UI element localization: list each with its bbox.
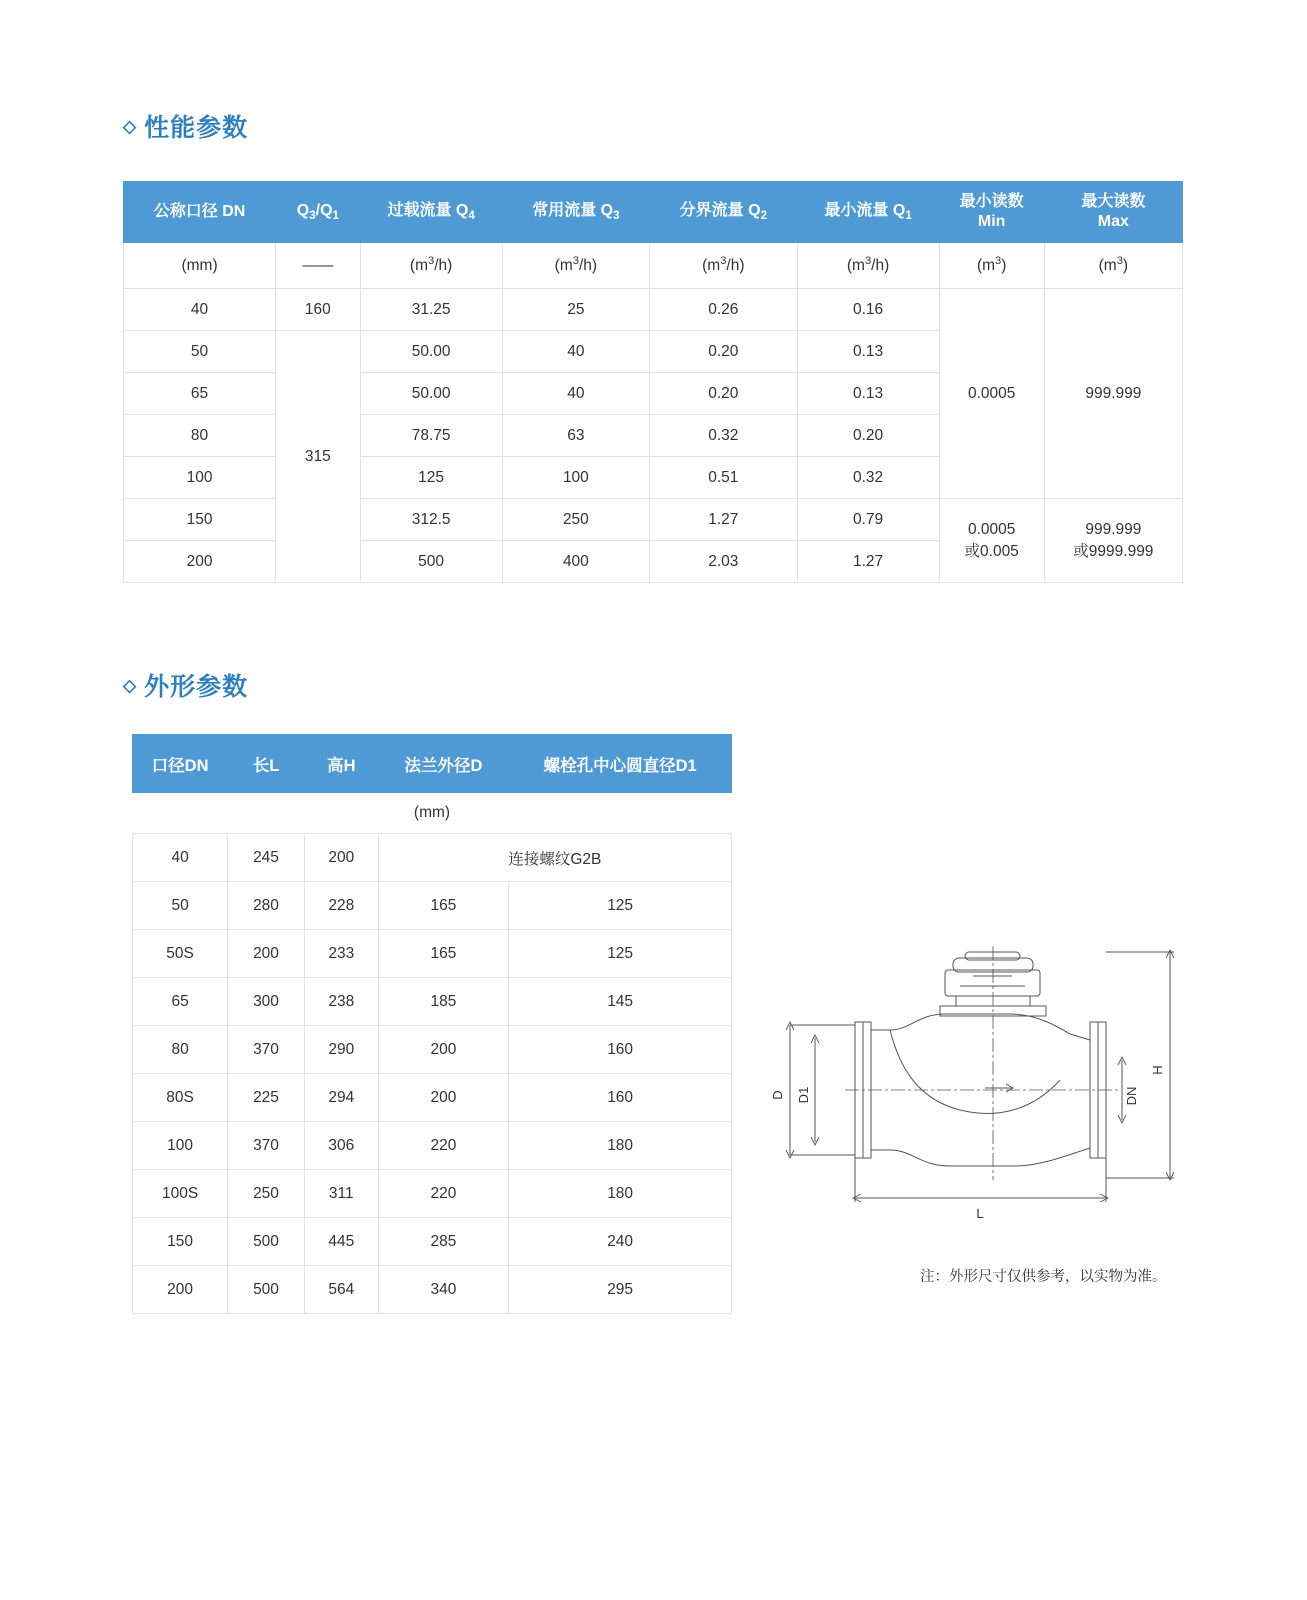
cell-q3: 40 <box>502 373 649 415</box>
cell-dn: 100 <box>133 1122 228 1170</box>
cell-max-reading-upper: 999.999 <box>1044 289 1182 499</box>
unit-q4: $(m^3/h)$ <box>360 243 502 289</box>
cell-bolt-circle-diameter: 160 <box>509 1074 732 1122</box>
col-header-q3: 常用流量 $Q_3$ <box>502 182 649 243</box>
table-row <box>133 834 732 882</box>
cell-q3: 400 <box>502 541 649 583</box>
table-row <box>133 978 732 1026</box>
cell-flange-diameter: 285 <box>378 1218 509 1266</box>
cell-bolt-circle-diameter: 145 <box>509 978 732 1026</box>
cell-ratio-315: 315 <box>276 331 360 583</box>
cell-length: 300 <box>228 978 305 1026</box>
cell-height: 311 <box>304 1170 378 1218</box>
cell-flange-diameter: 200 <box>378 1074 509 1122</box>
dimension-table-head <box>133 735 732 793</box>
section-heading-dimensions <box>123 667 248 703</box>
col-header-q1: 最小流量 $Q_1$ <box>797 182 939 243</box>
cell-q2: 2.03 <box>650 541 797 583</box>
cell-dn: 200 <box>124 541 276 583</box>
performance-table-body <box>124 243 1183 583</box>
cell-flange-diameter: 220 <box>378 1122 509 1170</box>
table-row <box>133 1170 732 1218</box>
cell-height: 238 <box>304 978 378 1026</box>
cell-thread-note: 连接螺纹G2B <box>378 834 731 882</box>
table-row <box>133 930 732 978</box>
table-row <box>133 1026 732 1074</box>
table-row <box>133 1266 732 1314</box>
col-header-flange-diameter: 法兰外径D <box>378 735 509 793</box>
section-title-text: 外形参数 <box>144 673 249 701</box>
cell-q4: 500 <box>360 541 502 583</box>
table-row <box>133 882 732 930</box>
cell-length: 370 <box>228 1122 305 1170</box>
cell-q3: 25 <box>502 289 649 331</box>
water-meter-technical-drawing <box>760 930 1200 1230</box>
col-header-max-reading: 最大读数 Max <box>1044 182 1182 243</box>
cell-bolt-circle-diameter: 160 <box>509 1026 732 1074</box>
cell-dn: 150 <box>124 499 276 541</box>
dimension-parameters-table <box>132 734 732 1314</box>
cell-dn: 40 <box>124 289 276 331</box>
cell-length: 245 <box>228 834 305 882</box>
cell-q2: 0.32 <box>650 415 797 457</box>
col-header-dn: 口径DN <box>133 735 228 793</box>
dimension-unit-row <box>133 793 732 834</box>
cell-height: 294 <box>304 1074 378 1122</box>
cell-min-reading-lower: 0.0005 或0.005 <box>939 499 1044 583</box>
cell-bolt-circle-diameter: 125 <box>509 930 732 978</box>
cell-flange-diameter: 165 <box>378 882 509 930</box>
cell-bolt-circle-diameter: 180 <box>509 1122 732 1170</box>
cell-q1: 0.16 <box>797 289 939 331</box>
cell-q3: 40 <box>502 331 649 373</box>
cell-height: 228 <box>304 882 378 930</box>
cell-height: 445 <box>304 1218 378 1266</box>
cell-max-reading-lower: 999.999 或9999.999 <box>1044 499 1182 583</box>
cell-dn: 100 <box>124 457 276 499</box>
cell-q4: 312.5 <box>360 499 502 541</box>
cell-height: 290 <box>304 1026 378 1074</box>
col-header-q4: 过载流量 $Q_4$ <box>360 182 502 243</box>
cell-dn: 50 <box>133 882 228 930</box>
cell-ratio-160: 160 <box>276 289 360 331</box>
cell-length: 280 <box>228 882 305 930</box>
cell-dn: 80 <box>124 415 276 457</box>
unit-q2: $(m^3/h)$ <box>650 243 797 289</box>
table-row <box>133 1122 732 1170</box>
cell-bolt-circle-diameter: 125 <box>509 882 732 930</box>
col-header-q3q1: $Q_3/Q_1$ <box>276 182 360 243</box>
col-header-length: 长L <box>228 735 305 793</box>
cell-q1: 0.20 <box>797 415 939 457</box>
cell-height: 233 <box>304 930 378 978</box>
unit-max: $(m^3)$ <box>1044 243 1182 289</box>
cell-dn: 65 <box>133 978 228 1026</box>
cell-dn: 80 <box>133 1026 228 1074</box>
cell-dn: 200 <box>133 1266 228 1314</box>
dimension-header-row <box>133 735 732 793</box>
cell-flange-diameter: 200 <box>378 1026 509 1074</box>
col-header-min-reading: 最小读数 Min <box>939 182 1044 243</box>
unit-q1: $(m^3/h)$ <box>797 243 939 289</box>
unit-dn: (mm) <box>124 243 276 289</box>
cell-q3: 250 <box>502 499 649 541</box>
cell-length: 200 <box>228 930 305 978</box>
section-heading-performance <box>123 108 248 144</box>
cell-flange-diameter: 185 <box>378 978 509 1026</box>
diamond-bullet-icon: ◇ <box>123 117 138 137</box>
performance-units-row <box>124 243 1183 289</box>
col-header-height: 高H <box>304 735 378 793</box>
cell-q2: 0.20 <box>650 373 797 415</box>
drawing-label-dn: DN <box>1124 1086 1139 1106</box>
cell-q3: 63 <box>502 415 649 457</box>
cell-bolt-circle-diameter: 180 <box>509 1170 732 1218</box>
cell-q4: 50.00 <box>360 331 502 373</box>
cell-height: 564 <box>304 1266 378 1314</box>
cell-dn: 50S <box>133 930 228 978</box>
cell-q1: 0.13 <box>797 373 939 415</box>
cell-flange-diameter: 340 <box>378 1266 509 1314</box>
cell-dn: 80S <box>133 1074 228 1122</box>
table-row <box>124 289 1183 331</box>
diamond-bullet-icon: ◇ <box>123 676 138 696</box>
performance-header-row <box>124 182 1183 243</box>
unit-ratio: —— <box>276 243 360 289</box>
cell-length: 225 <box>228 1074 305 1122</box>
cell-q2: 0.51 <box>650 457 797 499</box>
cell-q1: 0.32 <box>797 457 939 499</box>
unit-mm: (mm) <box>133 793 732 834</box>
cell-length: 500 <box>228 1218 305 1266</box>
drawing-label-h: H <box>1150 1065 1165 1075</box>
col-header-dn: 公称口径 DN <box>124 182 276 243</box>
unit-q3: $(m^3/h)$ <box>502 243 649 289</box>
cell-q1: 1.27 <box>797 541 939 583</box>
performance-parameters-table <box>123 181 1183 583</box>
cell-q4: 31.25 <box>360 289 502 331</box>
cell-q1: 0.13 <box>797 331 939 373</box>
unit-min: $(m^3)$ <box>939 243 1044 289</box>
cell-height: 200 <box>304 834 378 882</box>
cell-length: 500 <box>228 1266 305 1314</box>
cell-min-reading-upper: 0.0005 <box>939 289 1044 499</box>
cell-q3: 100 <box>502 457 649 499</box>
dimension-table-body <box>133 793 732 1314</box>
cell-length: 250 <box>228 1170 305 1218</box>
cell-q2: 1.27 <box>650 499 797 541</box>
cell-length: 370 <box>228 1026 305 1074</box>
cell-q4: 50.00 <box>360 373 502 415</box>
drawing-label-d: D <box>770 1090 785 1100</box>
table-row <box>133 1074 732 1122</box>
cell-q2: 0.26 <box>650 289 797 331</box>
cell-bolt-circle-diameter: 295 <box>509 1266 732 1314</box>
drawing-label-d1: D1 <box>796 1086 811 1104</box>
drawing-label-l: L <box>976 1206 984 1221</box>
cell-q1: 0.79 <box>797 499 939 541</box>
cell-flange-diameter: 165 <box>378 930 509 978</box>
cell-dn: 50 <box>124 331 276 373</box>
cell-q2: 0.20 <box>650 331 797 373</box>
cell-dn: 100S <box>133 1170 228 1218</box>
section-title-text: 性能参数 <box>144 114 249 142</box>
cell-dn: 40 <box>133 834 228 882</box>
col-header-q2: 分界流量 $Q_2$ <box>650 182 797 243</box>
cell-height: 306 <box>304 1122 378 1170</box>
cell-q4: 125 <box>360 457 502 499</box>
cell-bolt-circle-diameter: 240 <box>509 1218 732 1266</box>
drawing-note: 注：外形尺寸仅供参考，以实物为准。 <box>920 1269 1167 1285</box>
cell-flange-diameter: 220 <box>378 1170 509 1218</box>
table-row <box>133 1218 732 1266</box>
cell-q4: 78.75 <box>360 415 502 457</box>
performance-table-head <box>124 182 1183 243</box>
cell-dn: 65 <box>124 373 276 415</box>
cell-dn: 150 <box>133 1218 228 1266</box>
col-header-bolt-circle-diameter: 螺栓孔中心圆直径D1 <box>509 735 732 793</box>
